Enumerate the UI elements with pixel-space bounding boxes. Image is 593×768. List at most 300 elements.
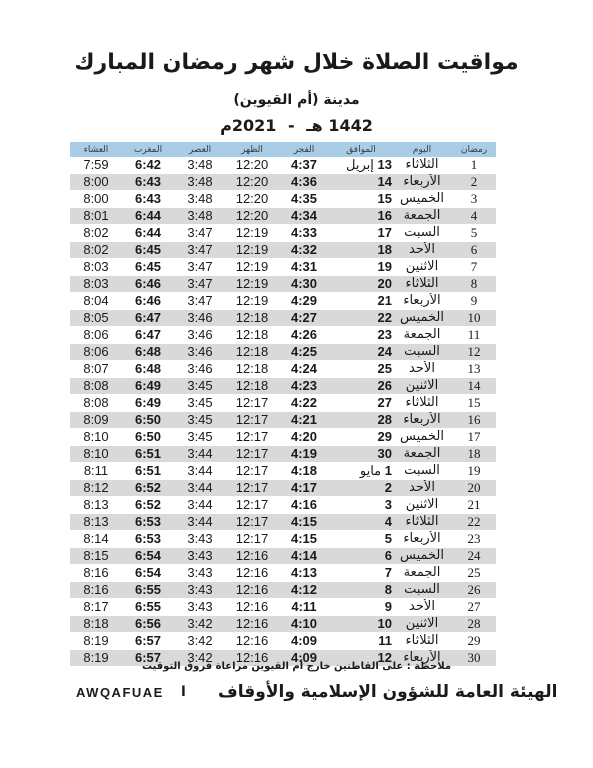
asr-cell: 3:48 bbox=[174, 157, 226, 174]
table-row bbox=[70, 514, 496, 531]
dhuhr-cell: 12:18 bbox=[226, 361, 278, 378]
brand-handle: AWQAFUAE bbox=[76, 685, 164, 700]
day-cell: السبت bbox=[392, 225, 452, 242]
dhuhr-cell: 12:17 bbox=[226, 480, 278, 497]
day-cell: الأحد bbox=[392, 480, 452, 497]
isha-cell: 8:06 bbox=[70, 344, 122, 361]
isha-cell: 8:07 bbox=[70, 361, 122, 378]
gregorian-cell bbox=[330, 565, 392, 582]
gregorian-day: 24 bbox=[377, 344, 392, 359]
dhuhr-cell: 12:17 bbox=[226, 531, 278, 548]
fajr-cell: 4:34 bbox=[278, 208, 330, 225]
isha-cell: 8:19 bbox=[70, 650, 122, 667]
maghrib-cell: 6:48 bbox=[122, 361, 174, 378]
gregorian-cell bbox=[330, 463, 392, 480]
gregorian-day: 29 bbox=[377, 429, 392, 444]
table-row bbox=[70, 531, 496, 548]
fajr-cell: 4:11 bbox=[278, 599, 330, 616]
gregorian-day: 9 bbox=[384, 599, 392, 614]
dhuhr-cell: 12:20 bbox=[226, 157, 278, 174]
table-row bbox=[70, 582, 496, 599]
fajr-cell: 4:18 bbox=[278, 463, 330, 480]
gregorian-cell bbox=[330, 157, 392, 174]
isha-cell: 8:00 bbox=[70, 174, 122, 191]
ramadan-day-cell: 25 bbox=[452, 565, 496, 582]
dhuhr-cell: 12:17 bbox=[226, 446, 278, 463]
gregorian-cell bbox=[330, 616, 392, 633]
day-cell: الأحد bbox=[392, 361, 452, 378]
maghrib-cell: 6:43 bbox=[122, 191, 174, 208]
gregorian-month: مايو bbox=[359, 463, 382, 478]
col-header-isha: العشاء bbox=[70, 142, 122, 157]
maghrib-cell: 6:52 bbox=[122, 480, 174, 497]
table-row bbox=[70, 548, 496, 565]
ramadan-day-cell: 15 bbox=[452, 395, 496, 412]
gregorian-day: 21 bbox=[377, 293, 392, 308]
ramadan-day-cell: 3 bbox=[452, 191, 496, 208]
gregorian-day: 15 bbox=[377, 191, 392, 206]
isha-cell: 8:01 bbox=[70, 208, 122, 225]
day-cell: الأربعاء bbox=[392, 650, 452, 667]
asr-cell: 3:44 bbox=[174, 514, 226, 531]
table-row bbox=[70, 208, 496, 225]
gregorian-day: 19 bbox=[377, 259, 392, 274]
asr-cell: 3:48 bbox=[174, 208, 226, 225]
maghrib-cell: 6:53 bbox=[122, 514, 174, 531]
gregorian-cell bbox=[330, 225, 392, 242]
gregorian-day: 1 bbox=[384, 463, 392, 478]
ramadan-day-cell: 1 bbox=[452, 157, 496, 174]
isha-cell: 8:11 bbox=[70, 463, 122, 480]
isha-cell: 8:16 bbox=[70, 565, 122, 582]
col-header-day: اليوم bbox=[392, 142, 452, 157]
isha-cell: 8:03 bbox=[70, 276, 122, 293]
day-cell: الأحد bbox=[392, 599, 452, 616]
isha-cell: 8:05 bbox=[70, 310, 122, 327]
col-header-dhuhr: الظهر bbox=[226, 142, 278, 157]
gregorian-day: 3 bbox=[384, 497, 392, 512]
gregorian-day: 7 bbox=[384, 565, 392, 580]
day-cell: الخميس bbox=[392, 191, 452, 208]
gregorian-day: 26 bbox=[377, 378, 392, 393]
table-row bbox=[70, 259, 496, 276]
isha-cell: 8:00 bbox=[70, 191, 122, 208]
maghrib-cell: 6:56 bbox=[122, 616, 174, 633]
dhuhr-cell: 12:17 bbox=[226, 463, 278, 480]
ramadan-day-cell: 5 bbox=[452, 225, 496, 242]
table-row bbox=[70, 616, 496, 633]
isha-cell: 8:14 bbox=[70, 531, 122, 548]
ramadan-day-cell: 21 bbox=[452, 497, 496, 514]
gregorian-day: 14 bbox=[377, 174, 392, 189]
maghrib-cell: 6:42 bbox=[122, 157, 174, 174]
day-cell: الخميس bbox=[392, 310, 452, 327]
dhuhr-cell: 12:19 bbox=[226, 225, 278, 242]
asr-cell: 3:42 bbox=[174, 650, 226, 667]
table-row bbox=[70, 633, 496, 650]
ramadan-day-cell: 23 bbox=[452, 531, 496, 548]
asr-cell: 3:45 bbox=[174, 412, 226, 429]
table-row bbox=[70, 157, 496, 174]
asr-cell: 3:46 bbox=[174, 361, 226, 378]
ramadan-day-cell: 28 bbox=[452, 616, 496, 633]
organization-name: الهيئة العامة للشؤون الإسلامية والأوقاف bbox=[218, 682, 558, 702]
day-cell: الخميس bbox=[392, 548, 452, 565]
gregorian-cell bbox=[330, 310, 392, 327]
table-row bbox=[70, 463, 496, 480]
gregorian-cell bbox=[330, 276, 392, 293]
isha-cell: 8:06 bbox=[70, 327, 122, 344]
ramadan-day-cell: 13 bbox=[452, 361, 496, 378]
day-cell: الاثنين bbox=[392, 378, 452, 395]
dhuhr-cell: 12:19 bbox=[226, 293, 278, 310]
maghrib-cell: 6:49 bbox=[122, 395, 174, 412]
dhuhr-cell: 12:20 bbox=[226, 191, 278, 208]
dhuhr-cell: 12:17 bbox=[226, 412, 278, 429]
fajr-cell: 4:10 bbox=[278, 616, 330, 633]
footer-separator: ا bbox=[181, 684, 186, 700]
ramadan-day-cell: 29 bbox=[452, 633, 496, 650]
gregorian-cell bbox=[330, 361, 392, 378]
isha-cell: 8:12 bbox=[70, 480, 122, 497]
year-hijri: 1442 هـ bbox=[306, 116, 373, 135]
col-header-maghrib: المغرب bbox=[122, 142, 174, 157]
ramadan-day-cell: 17 bbox=[452, 429, 496, 446]
gregorian-cell bbox=[330, 259, 392, 276]
day-cell: الثلاثاء bbox=[392, 514, 452, 531]
gregorian-cell bbox=[330, 582, 392, 599]
table-header-row bbox=[70, 142, 496, 157]
gregorian-cell bbox=[330, 531, 392, 548]
ramadan-day-cell: 11 bbox=[452, 327, 496, 344]
gregorian-cell bbox=[330, 412, 392, 429]
fajr-cell: 4:25 bbox=[278, 344, 330, 361]
dhuhr-cell: 12:16 bbox=[226, 582, 278, 599]
asr-cell: 3:47 bbox=[174, 276, 226, 293]
maghrib-cell: 6:52 bbox=[122, 497, 174, 514]
fajr-cell: 4:36 bbox=[278, 174, 330, 191]
day-cell: الاثنين bbox=[392, 259, 452, 276]
col-header-ramadan: رمضان bbox=[452, 142, 496, 157]
gregorian-cell bbox=[330, 633, 392, 650]
city-subtitle: مدينة (أم القيوين) bbox=[233, 92, 360, 108]
asr-cell: 3:44 bbox=[174, 446, 226, 463]
gregorian-cell bbox=[330, 327, 392, 344]
isha-cell: 8:13 bbox=[70, 497, 122, 514]
dhuhr-cell: 12:17 bbox=[226, 395, 278, 412]
maghrib-cell: 6:44 bbox=[122, 225, 174, 242]
asr-cell: 3:46 bbox=[174, 310, 226, 327]
dhuhr-cell: 12:19 bbox=[226, 242, 278, 259]
dhuhr-cell: 12:16 bbox=[226, 616, 278, 633]
asr-cell: 3:44 bbox=[174, 480, 226, 497]
gregorian-day: 20 bbox=[377, 276, 392, 291]
maghrib-cell: 6:48 bbox=[122, 344, 174, 361]
table-row bbox=[70, 361, 496, 378]
isha-cell: 8:08 bbox=[70, 395, 122, 412]
ramadan-day-cell: 12 bbox=[452, 344, 496, 361]
gregorian-cell bbox=[330, 514, 392, 531]
day-cell: الثلاثاء bbox=[392, 157, 452, 174]
dhuhr-cell: 12:16 bbox=[226, 599, 278, 616]
maghrib-cell: 6:47 bbox=[122, 327, 174, 344]
asr-cell: 3:48 bbox=[174, 191, 226, 208]
table-row bbox=[70, 446, 496, 463]
asr-cell: 3:47 bbox=[174, 259, 226, 276]
maghrib-cell: 6:45 bbox=[122, 242, 174, 259]
col-header-fajr: الفجر bbox=[278, 142, 330, 157]
table-row bbox=[70, 395, 496, 412]
table-row bbox=[70, 242, 496, 259]
ramadan-day-cell: 16 bbox=[452, 412, 496, 429]
maghrib-cell: 6:57 bbox=[122, 633, 174, 650]
gregorian-cell bbox=[330, 344, 392, 361]
asr-cell: 3:47 bbox=[174, 225, 226, 242]
asr-cell: 3:44 bbox=[174, 497, 226, 514]
ramadan-day-cell: 6 bbox=[452, 242, 496, 259]
isha-cell: 8:08 bbox=[70, 378, 122, 395]
table-row bbox=[70, 378, 496, 395]
asr-cell: 3:42 bbox=[174, 616, 226, 633]
gregorian-day: 2 bbox=[384, 480, 392, 495]
maghrib-cell: 6:54 bbox=[122, 548, 174, 565]
gregorian-day: 16 bbox=[377, 208, 392, 223]
day-cell: الأربعاء bbox=[392, 531, 452, 548]
isha-cell: 8:02 bbox=[70, 242, 122, 259]
gregorian-day: 28 bbox=[377, 412, 392, 427]
day-cell: الثلاثاء bbox=[392, 395, 452, 412]
maghrib-cell: 6:47 bbox=[122, 310, 174, 327]
fajr-cell: 4:24 bbox=[278, 361, 330, 378]
fajr-cell: 4:33 bbox=[278, 225, 330, 242]
gregorian-day: 23 bbox=[377, 327, 392, 342]
ramadan-day-cell: 26 bbox=[452, 582, 496, 599]
table-row bbox=[70, 429, 496, 446]
ramadan-day-cell: 7 bbox=[452, 259, 496, 276]
maghrib-cell: 6:46 bbox=[122, 293, 174, 310]
table-row bbox=[70, 327, 496, 344]
isha-cell: 8:10 bbox=[70, 429, 122, 446]
gregorian-day: 18 bbox=[377, 242, 392, 257]
maghrib-cell: 6:49 bbox=[122, 378, 174, 395]
gregorian-day: 30 bbox=[377, 446, 392, 461]
year-separator: - bbox=[287, 116, 295, 135]
maghrib-cell: 6:51 bbox=[122, 463, 174, 480]
isha-cell: 8:04 bbox=[70, 293, 122, 310]
day-cell: السبت bbox=[392, 344, 452, 361]
isha-cell: 8:16 bbox=[70, 582, 122, 599]
fajr-cell: 4:32 bbox=[278, 242, 330, 259]
ramadan-day-cell: 2 bbox=[452, 174, 496, 191]
day-cell: الاثنين bbox=[392, 497, 452, 514]
asr-cell: 3:45 bbox=[174, 378, 226, 395]
fajr-cell: 4:27 bbox=[278, 310, 330, 327]
gregorian-day: 22 bbox=[377, 310, 392, 325]
fajr-cell: 4:20 bbox=[278, 429, 330, 446]
asr-cell: 3:43 bbox=[174, 531, 226, 548]
maghrib-cell: 6:51 bbox=[122, 446, 174, 463]
isha-cell: 8:09 bbox=[70, 412, 122, 429]
table-row bbox=[70, 293, 496, 310]
isha-cell: 8:18 bbox=[70, 616, 122, 633]
gregorian-day: 6 bbox=[384, 548, 392, 563]
day-cell: الخميس bbox=[392, 429, 452, 446]
fajr-cell: 4:12 bbox=[278, 582, 330, 599]
footer-note: ملاحظة : على القاطنين خارج أم القيوين مراعاة فروق التوقيت bbox=[141, 661, 452, 672]
asr-cell: 3:43 bbox=[174, 599, 226, 616]
day-cell: الأربعاء bbox=[392, 293, 452, 310]
fajr-cell: 4:09 bbox=[278, 650, 330, 667]
gregorian-cell bbox=[330, 242, 392, 259]
maghrib-cell: 6:53 bbox=[122, 531, 174, 548]
col-header-gregorian: الموافق bbox=[330, 142, 392, 157]
maghrib-cell: 6:46 bbox=[122, 276, 174, 293]
gregorian-day: 25 bbox=[377, 361, 392, 376]
gregorian-cell bbox=[330, 208, 392, 225]
day-cell: الاثنين bbox=[392, 616, 452, 633]
ramadan-day-cell: 22 bbox=[452, 514, 496, 531]
dhuhr-cell: 12:19 bbox=[226, 259, 278, 276]
asr-cell: 3:46 bbox=[174, 344, 226, 361]
asr-cell: 3:43 bbox=[174, 548, 226, 565]
dhuhr-cell: 12:16 bbox=[226, 633, 278, 650]
day-cell: الجمعة bbox=[392, 446, 452, 463]
day-cell: السبت bbox=[392, 582, 452, 599]
gregorian-cell bbox=[330, 293, 392, 310]
table-row bbox=[70, 225, 496, 242]
gregorian-day: 17 bbox=[377, 225, 392, 240]
day-cell: الأحد bbox=[392, 242, 452, 259]
gregorian-month: إبريل bbox=[346, 157, 374, 172]
asr-cell: 3:48 bbox=[174, 174, 226, 191]
fajr-cell: 4:26 bbox=[278, 327, 330, 344]
gregorian-day: 8 bbox=[384, 582, 392, 597]
prayer-times-table bbox=[70, 142, 496, 667]
day-cell: الثلاثاء bbox=[392, 633, 452, 650]
gregorian-cell bbox=[330, 480, 392, 497]
isha-cell: 8:03 bbox=[70, 259, 122, 276]
dhuhr-cell: 12:20 bbox=[226, 174, 278, 191]
day-cell: الجمعة bbox=[392, 327, 452, 344]
fajr-cell: 4:13 bbox=[278, 565, 330, 582]
isha-cell: 8:13 bbox=[70, 514, 122, 531]
ramadan-day-cell: 27 bbox=[452, 599, 496, 616]
maghrib-cell: 6:45 bbox=[122, 259, 174, 276]
fajr-cell: 4:29 bbox=[278, 293, 330, 310]
day-cell: الجمعة bbox=[392, 208, 452, 225]
fajr-cell: 4:15 bbox=[278, 531, 330, 548]
asr-cell: 3:47 bbox=[174, 293, 226, 310]
dhuhr-cell: 12:18 bbox=[226, 310, 278, 327]
fajr-cell: 4:31 bbox=[278, 259, 330, 276]
ramadan-day-cell: 14 bbox=[452, 378, 496, 395]
ramadan-day-cell: 30 bbox=[452, 650, 496, 667]
dhuhr-cell: 12:16 bbox=[226, 548, 278, 565]
table-row bbox=[70, 412, 496, 429]
gregorian-cell bbox=[330, 191, 392, 208]
fajr-cell: 4:35 bbox=[278, 191, 330, 208]
gregorian-day: 12 bbox=[377, 650, 392, 665]
table-row bbox=[70, 174, 496, 191]
ramadan-day-cell: 24 bbox=[452, 548, 496, 565]
dhuhr-cell: 12:16 bbox=[226, 565, 278, 582]
col-header-asr: العصر bbox=[174, 142, 226, 157]
maghrib-cell: 6:55 bbox=[122, 599, 174, 616]
maghrib-cell: 6:50 bbox=[122, 429, 174, 446]
gregorian-cell bbox=[330, 174, 392, 191]
day-cell: الثلاثاء bbox=[392, 276, 452, 293]
ramadan-day-cell: 4 bbox=[452, 208, 496, 225]
gregorian-cell bbox=[330, 429, 392, 446]
table-row bbox=[70, 480, 496, 497]
gregorian-cell bbox=[330, 497, 392, 514]
gregorian-cell bbox=[330, 378, 392, 395]
asr-cell: 3:45 bbox=[174, 395, 226, 412]
gregorian-cell bbox=[330, 548, 392, 565]
gregorian-day: 10 bbox=[377, 616, 392, 631]
day-cell: الأربعاء bbox=[392, 412, 452, 429]
maghrib-cell: 6:43 bbox=[122, 174, 174, 191]
table-row bbox=[70, 497, 496, 514]
isha-cell: 8:10 bbox=[70, 446, 122, 463]
gregorian-day: 27 bbox=[377, 395, 392, 410]
gregorian-day: 13 bbox=[377, 157, 392, 172]
year-line bbox=[0, 116, 593, 135]
table-row bbox=[70, 310, 496, 327]
fajr-cell: 4:16 bbox=[278, 497, 330, 514]
maghrib-cell: 6:50 bbox=[122, 412, 174, 429]
gregorian-day: 4 bbox=[384, 514, 392, 529]
gregorian-cell bbox=[330, 446, 392, 463]
fajr-cell: 4:19 bbox=[278, 446, 330, 463]
ramadan-day-cell: 10 bbox=[452, 310, 496, 327]
isha-cell: 8:17 bbox=[70, 599, 122, 616]
table-row bbox=[70, 191, 496, 208]
fajr-cell: 4:15 bbox=[278, 514, 330, 531]
asr-cell: 3:44 bbox=[174, 463, 226, 480]
maghrib-cell: 6:44 bbox=[122, 208, 174, 225]
fajr-cell: 4:23 bbox=[278, 378, 330, 395]
dhuhr-cell: 12:20 bbox=[226, 208, 278, 225]
ramadan-day-cell: 9 bbox=[452, 293, 496, 310]
dhuhr-cell: 12:16 bbox=[226, 650, 278, 667]
dhuhr-cell: 12:18 bbox=[226, 327, 278, 344]
asr-cell: 3:42 bbox=[174, 633, 226, 650]
dhuhr-cell: 12:19 bbox=[226, 276, 278, 293]
asr-cell: 3:45 bbox=[174, 429, 226, 446]
table-row bbox=[70, 344, 496, 361]
fajr-cell: 4:37 bbox=[278, 157, 330, 174]
isha-cell: 8:15 bbox=[70, 548, 122, 565]
table-row bbox=[70, 599, 496, 616]
dhuhr-cell: 12:17 bbox=[226, 514, 278, 531]
fajr-cell: 4:14 bbox=[278, 548, 330, 565]
ramadan-day-cell: 19 bbox=[452, 463, 496, 480]
fajr-cell: 4:09 bbox=[278, 633, 330, 650]
fajr-cell: 4:30 bbox=[278, 276, 330, 293]
isha-cell: 8:02 bbox=[70, 225, 122, 242]
asr-cell: 3:43 bbox=[174, 582, 226, 599]
ramadan-day-cell: 8 bbox=[452, 276, 496, 293]
fajr-cell: 4:22 bbox=[278, 395, 330, 412]
ramadan-day-cell: 20 bbox=[452, 480, 496, 497]
dhuhr-cell: 12:18 bbox=[226, 344, 278, 361]
page-title: مواقيت الصلاة خلال شهر رمضان المبارك bbox=[74, 50, 519, 75]
maghrib-cell: 6:54 bbox=[122, 565, 174, 582]
day-cell: الأربعاء bbox=[392, 174, 452, 191]
asr-cell: 3:46 bbox=[174, 327, 226, 344]
maghrib-cell: 6:55 bbox=[122, 582, 174, 599]
